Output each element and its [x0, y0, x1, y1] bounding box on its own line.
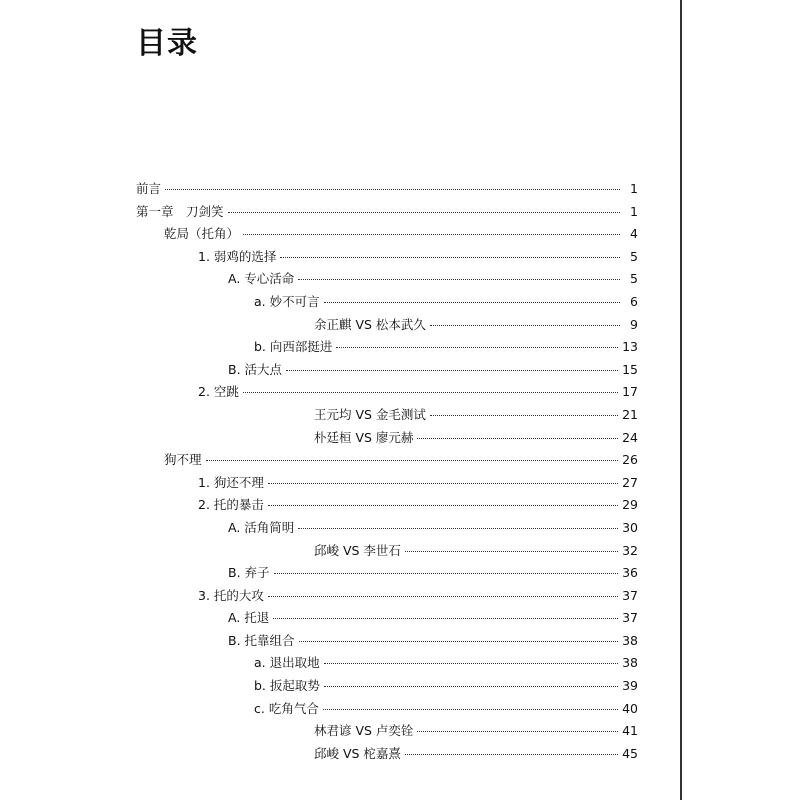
toc-entry-page-number: 1: [630, 181, 638, 196]
toc-entry-page-number: 38: [622, 655, 638, 671]
toc-entry-label: A. 专心活命: [228, 271, 295, 287]
toc-entry-page-number: 32: [622, 542, 638, 558]
toc-entry[interactable]: [136, 404, 638, 427]
toc-entry-label: 乾局（托角）: [164, 226, 240, 242]
toc-leader-dots: [405, 754, 618, 755]
toc-entry[interactable]: [136, 517, 638, 540]
toc-entry-label: 王元均 VS 金毛测试: [314, 406, 426, 422]
toc-leader-dots: [417, 438, 618, 439]
toc-leader-dots: [268, 596, 618, 597]
toc-entry-page-number: 5: [630, 248, 638, 264]
toc-entry-page-number: 17: [622, 384, 638, 400]
toc-entry[interactable]: [136, 540, 638, 563]
toc-entry-page-number: 30: [622, 519, 638, 535]
toc-entry-page-number: 6: [630, 293, 638, 309]
toc-entry[interactable]: [136, 607, 638, 630]
toc-entry[interactable]: [136, 201, 638, 224]
toc-entry-label: B. 托靠组合: [228, 632, 295, 648]
toc-entry[interactable]: [136, 381, 638, 404]
toc-leader-dots: [286, 370, 618, 371]
toc-entry[interactable]: [136, 178, 638, 201]
toc-entry-label: A. 活角简明: [228, 519, 295, 535]
toc-entry[interactable]: [136, 585, 638, 608]
toc-entry-label: 余正麒 VS 松本武久: [314, 316, 426, 332]
toc-entry-label: B. 活大点: [228, 361, 283, 377]
toc-entry[interactable]: [136, 675, 638, 698]
toc-entry-label: a. 妙不可言: [254, 293, 320, 309]
toc-leader-dots: [324, 302, 620, 303]
toc-leader-dots: [268, 483, 618, 484]
toc-leader-dots: [430, 415, 618, 416]
toc-leader-dots: [243, 392, 618, 393]
toc-entry-page-number: 36: [622, 565, 638, 581]
toc-entry-label: 朴廷桓 VS 廖元赫: [314, 429, 414, 445]
toc-entry-label: 邱峻 VS 柁嘉熹: [314, 745, 401, 761]
toc-leader-dots: [336, 347, 618, 348]
toc-leader-dots: [323, 709, 618, 710]
toc-leader-dots: [298, 528, 618, 529]
page-title: 目录: [136, 26, 198, 62]
toc-entry-page-number: 9: [630, 316, 638, 332]
toc-entry-label: c. 吃角气合: [254, 700, 319, 716]
toc-leader-dots: [206, 460, 619, 461]
toc-entry[interactable]: [136, 562, 638, 585]
toc-entry-label: A. 托退: [228, 610, 270, 626]
toc-entry-label: b. 向西部挺进: [254, 339, 333, 355]
toc-entry-label: 第一章 刀剑笑: [136, 203, 224, 219]
toc-leader-dots: [165, 189, 620, 190]
toc-entry-label: 2. 空跳: [198, 384, 239, 400]
toc-entry-page-number: 5: [630, 271, 638, 287]
table-of-contents: [136, 178, 638, 765]
toc-leader-dots: [417, 731, 618, 732]
toc-entry-page-number: 40: [622, 700, 638, 716]
toc-entry-page-number: 21: [622, 406, 638, 422]
toc-entry-label: 2. 托的暴击: [198, 497, 264, 513]
toc-entry-page-number: 37: [622, 610, 638, 626]
toc-entry-label: b. 扳起取势: [254, 678, 320, 694]
toc-entry-page-number: 26: [622, 452, 638, 468]
toc-entry-label: B. 弃子: [228, 565, 270, 581]
toc-entry[interactable]: [136, 268, 638, 291]
toc-leader-dots: [268, 505, 618, 506]
toc-entry-page-number: 13: [622, 339, 638, 355]
toc-entry[interactable]: [136, 743, 638, 766]
toc-entry-page-number: 45: [622, 745, 638, 761]
toc-entry-page-number: 4: [630, 226, 638, 242]
toc-leader-dots: [273, 618, 618, 619]
toc-entry-label: 1. 狗还不理: [198, 474, 264, 490]
toc-entry-page-number: 41: [622, 723, 638, 739]
toc-leader-dots: [280, 257, 620, 258]
toc-leader-dots: [430, 325, 620, 326]
toc-entry-label: a. 退出取地: [254, 655, 320, 671]
toc-entry[interactable]: [136, 652, 638, 675]
toc-entry[interactable]: [136, 630, 638, 653]
toc-entry-page-number: 27: [622, 474, 638, 490]
toc-entry[interactable]: [136, 336, 638, 359]
page-edge-line: [680, 0, 682, 800]
toc-entry-label: 林君谚 VS 卢奕铨: [314, 723, 414, 739]
toc-entry-page-number: 24: [622, 429, 638, 445]
toc-entry-page-number: 1: [630, 203, 638, 219]
toc-entry-page-number: 38: [622, 632, 638, 648]
toc-entry[interactable]: [136, 472, 638, 495]
toc-entry-label: 前言: [136, 181, 162, 196]
toc-leader-dots: [298, 279, 620, 280]
toc-entry[interactable]: [136, 449, 638, 472]
toc-leader-dots: [405, 551, 618, 552]
toc-leader-dots: [228, 212, 620, 213]
toc-leader-dots: [243, 234, 620, 235]
toc-entry[interactable]: [136, 698, 638, 721]
toc-leader-dots: [299, 641, 619, 642]
toc-leader-dots: [324, 686, 618, 687]
toc-entry[interactable]: [136, 359, 638, 382]
toc-entry-label: 3. 托的大攻: [198, 587, 264, 603]
toc-entry[interactable]: [136, 223, 638, 246]
toc-entry-label: 1. 弱鸡的选择: [198, 248, 277, 264]
toc-entry-label: 邱峻 VS 李世石: [314, 542, 401, 558]
toc-entry-page-number: 37: [622, 587, 638, 603]
toc-entry-page-number: 29: [622, 497, 638, 513]
toc-entry-page-number: 39: [622, 678, 638, 694]
toc-entry-page-number: 15: [622, 361, 638, 377]
toc-entry[interactable]: [136, 720, 638, 743]
toc-entry[interactable]: [136, 246, 638, 269]
toc-entry[interactable]: [136, 427, 638, 450]
toc-entry[interactable]: [136, 494, 638, 517]
toc-leader-dots: [324, 663, 618, 664]
toc-entry[interactable]: [136, 314, 638, 337]
toc-entry[interactable]: [136, 291, 638, 314]
toc-leader-dots: [274, 573, 619, 574]
toc-entry-label: 狗不理: [164, 452, 202, 468]
